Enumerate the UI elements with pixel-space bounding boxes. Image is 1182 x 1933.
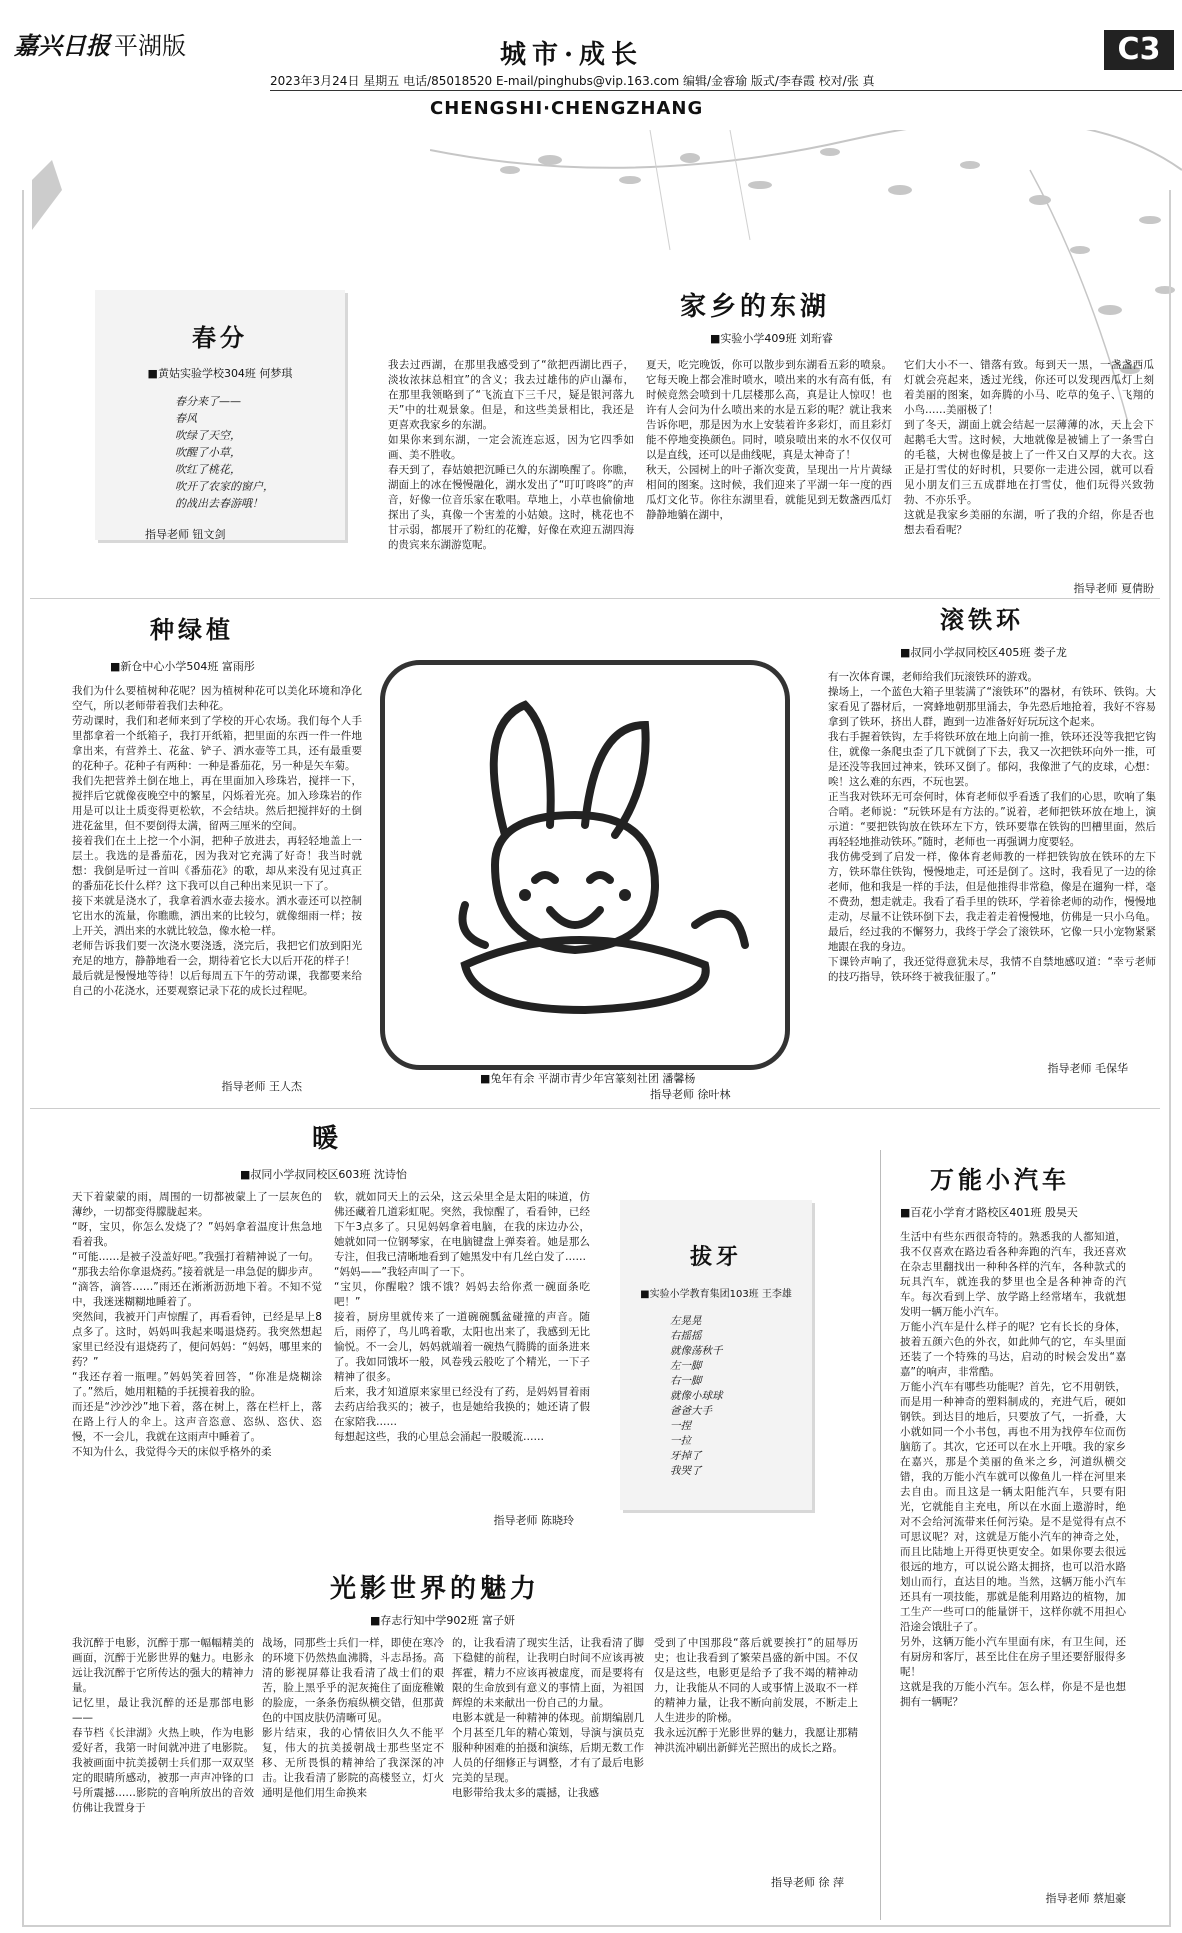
- chunfen-title: 春分: [192, 323, 248, 352]
- baya-poem: [670, 1314, 812, 1479]
- poem-line: 春风: [175, 412, 197, 425]
- baya-card: [620, 1200, 812, 1510]
- baya-title: 拔牙: [689, 1244, 742, 1270]
- jiaxiang-byline: ■实验小学409班 刘珩睿: [710, 332, 833, 345]
- jiaxiang-title: 家乡的东湖: [680, 292, 831, 322]
- header-rule: [270, 90, 1182, 91]
- poem-line: 吹红了桃花，: [175, 463, 241, 476]
- poem-line: 春分来了——: [175, 395, 241, 408]
- jiaxiang-col1: 我去过西湖，在那里我感受到了“欲把西湖比西子，淡妆浓抹总相宜”的含义；我去过雄伟的庐山瀑布，在那里我领略到了“飞流直下三千尺，疑是银河落九天”中的壮观景象。但是，和这些美景相比，我还是更喜欢我家乡的东湖。 如果你来到东湖，一定会流连忘返，因为它四季如画、美不胜收。 春天到了，春姑娘把沉睡已久的东湖唤醒了。你瞧，湖面上的冰在慢慢融化，湖水发出了“叮叮咚咚”的声音，好像一位音乐家在歌唱。草地上，小草也偷偷地探出了头，真像一个害羞的小姑娘。这时，桃花也不甘示弱，都展开了粉红的花瓣，好像在欢迎五湖四海的贵宾来东湖游览呢。: [388, 359, 634, 551]
- poem-line: 左晃晃: [670, 1315, 702, 1327]
- poem-line: 就像小球球: [670, 1390, 723, 1402]
- guangying-mentor: 指导老师 徐 萍: [771, 1876, 844, 1889]
- poem-line: 一捏: [670, 1420, 691, 1432]
- guangying-title: 光影世界的魅力: [330, 1574, 541, 1604]
- chunfen-poem: [175, 393, 345, 512]
- poem-line: 的战出去春游哦！: [175, 497, 263, 510]
- poem-line: 吹醒了小草，: [175, 446, 241, 459]
- row-divider: [30, 1108, 1160, 1109]
- guangying-col4: 受到了中国那段“落后就要挨打”的屈辱历史；也让我看到了繁荣昌盛的新中国。不仅仅是这些，电影更是给予了我不竭的精神动力，让我能从不同的人或事情上汲取不一样的精神力量，让我不断向前发展，不断走上人生进步的阶梯。 我永远沉醉于光影世界的魅力，我愿让那精神洪流冲刷出新鲜光芒照出的成长之路。: [654, 1637, 858, 1754]
- nuan-mentor: 指导老师 陈晓玲: [493, 1514, 574, 1527]
- baya-byline: ■实验小学教育集团103班 王李雄: [640, 1289, 792, 1300]
- poem-line: 牙掉了: [670, 1450, 702, 1462]
- poem-line: 爸爸大手: [670, 1405, 712, 1417]
- guntiehuan-body: 有一次体育课，老师给我们玩滚铁环的游戏。 操场上，一个蓝色大箱子里装满了“滚铁环”的器材，有铁环、铁钩。大家看见了器材后，一窝蜂地朝那里涌去，争先恐后地抢着，我好不容易拿到了铁环，挤出人群，跑到一边准备好好玩玩这个起来。 我右手握着铁钩，左手将铁环放在地上向前一推，铁环还没等我把它钩住，就像一条爬虫歪了几下就倒了下去，我又一次把铁环向外一推，可是还没等我回过神来，铁环又倒了。郁闷，我像泄了气的皮球，心想：唉！这么难的东西，不玩也罢。 正当我对铁环无可奈何时，体育老师似乎看透了我们的心思，吹响了集合哨。老师说：“玩铁环是有方法的。”说着，老师把铁环放在地上，演示道：“要把铁钩放在铁环左下方，铁环要靠在铁钩的凹槽里面，然后再轻轻地推动铁环。”随时，老师也一再强调力度要轻。 我仿佛受到了启发一样，像体育老师教的一样把铁钩放在铁环的左下方，铁环靠住铁钩，慢慢地走，可还是倒了。这时，我看见了一边的徐老师，他和我是一样的手法，但是他推得非常稳，像是在遛狗一样，毫不费劲，想走就走。我看了看手里的铁环，学着徐老师的动作，慢慢地走动，尽量不让铁环倒下去，我走着走着慢慢地，仿佛是一只小乌龟。最后，经过我的不懈努力，我终于学会了滚铁环，它像一只小宠物紧紧地跟在我的身边。 下课铃声响了，我还觉得意犹未尽，我情不自禁地感叹道：“幸亏老师的技巧指导，铁环终于被我征服了。”: [828, 671, 1156, 983]
- row-divider: [30, 598, 1160, 599]
- paper-name: 嘉兴日报: [14, 31, 110, 60]
- guangying-byline: ■存志行知中学902班 富子妍: [370, 1614, 515, 1627]
- artwork-mentor: 指导老师 徐叶林: [650, 1088, 731, 1101]
- poem-line: 右一脚: [670, 1375, 702, 1387]
- meta-line: 2023年3月24日 星期五 电话/85018520 E-mail/pinghubs@vip.163.com 编辑/金睿瑜 版式/李春霞 校对/张 真: [270, 74, 875, 88]
- guangying-col2: 战场，同那些士兵们一样，即使在寒冷的环境下仍然热血沸腾，斗志昂扬。高清的影视屏幕让我看清了战士们的艰苦，脸上黑乎乎的泥灰掩住了面庞稚嫩的脸庞，一条条伤痕纵横交错，但那黄色的中国皮肤仍清晰可见。 影片结束，我的心情依旧久久不能平复，伟大的抗美援朝战士那些坚定不移、无所畏惧的精神给了我深深的冲击。让我看清了影院的高楼竖立，灯火通明是他们用生命换来: [262, 1637, 444, 1799]
- artwork-caption: ■兔年有余 平湖市青少年宫篆刻社团 潘馨杨: [480, 1072, 696, 1085]
- guntiehuan-byline: ■叔同小学叔同校区405班 娄子龙: [900, 646, 1067, 659]
- seal-artwork-frame: [380, 660, 790, 1070]
- chunfen-card: [95, 290, 345, 540]
- section-title: 城市·成长: [500, 40, 644, 70]
- poem-line: 吹开了农家的窗户，: [175, 480, 274, 493]
- guangying-col1: 我沉醉于电影，沉醉于那一幅幅精美的画面，沉醉于光影世界的魅力。电影永远让我沉醉于它所传达的强大的精神力量。 记忆里，最让我沉醉的还是那部电影—— 春节档《长津湖》火热上映，作为电影爱好者，我第一时间就冲进了电影院。我被画面中抗美援朝士兵们那一双双坚定的眼睛所感动，被那一声声冲锋的口号所震撼……影院的音响所放出的音效仿佛让我置身于: [72, 1637, 254, 1814]
- nuan-col2: 软，就如同天上的云朵，这云朵里全是太阳的味道，仿佛还藏着几道彩虹呢。突然，我惊醒了，看看钟，已经下午3点多了。只见妈妈拿着电脑，在我的床边办公，她就如同一位钢琴家，在电脑键盘上弹奏着。她是那么专注，但我已清晰地看到了她黑发中有几丝白发了…… “妈妈——”我轻声叫了一下。 “宝贝，你醒啦？饿不饿？妈妈去给你煮一碗面条吃吧！” 接着，厨房里就传来了一道碗碗瓢盆碰撞的声音。随后，雨停了，鸟儿鸣着歌，太阳也出来了，我感到无比愉悦。不一会儿，妈妈就端着一碗热气腾腾的面条进来了。我如同饿坏一般，风卷残云般吃了个精光，一下子精神了很多。 后来，我才知道原来家里已经没有了药，是妈妈冒着雨去药店给我买的；被子，也是她给我换的；她还请了假在家陪我…… 每想起这些，我的心里总会涌起一股暖流……: [334, 1191, 590, 1443]
- section-pinyin: CHENGSHI·CHENGZHANG: [430, 98, 704, 119]
- wanneng-mentor: 指导老师 蔡旭豪: [1045, 1892, 1126, 1905]
- newspaper-masthead: [14, 26, 186, 61]
- zhonglvzhi-body: 我们为什么要植树种花呢？因为植树种花可以美化环境和净化空气，所以老师带着我们去种花。 劳动课时，我们和老师来到了学校的开心农场。我们每个人手里都拿着一个纸箱子，我打开纸箱，把里面的东西一件一件地拿出来，有营养土、花盆、铲子、洒水壶等工具，还有最重要的花种子。花种子有两种：一种是番茄花，另一种是矢车菊。 我们先把营养土倒在地上，再在里面加入珍珠岩，搅拌一下，搅拌后它就像夜晚空中的繁星，闪烁着光亮。加入珍珠岩的作用是可以让土质变得更松软，不会结块。然后把搅拌好的土倒进花盆里，但不要倒得太满，留两三厘米的空间。 接着我们在土上挖一个小洞，把种子放进去，再轻轻地盖上一层土。我选的是番茄花，因为我对它充满了好奇！我当时就想：我倒是听过一首叫《番茄花》的歌，却从来没有见过真正的番茄花长什么样？这下我可以自己种出来见识一下了。 接下来就是浇水了，我拿着洒水壶去接水。洒水壶还可以控制它出水的流量，你瞧瞧，洒出来的比较匀，就像细雨一样；按上开关，洒出来的水就比较急，像水枪一样。 老师告诉我们要一次浇水要浇透，浇完后，我把它们放到阳光充足的地方，静静地看一会，期待着它长大以后开花的样子！ 最后就是慢慢地等待！以后每周五下午的劳动课，我都要来给自己的小花浇水，还要观察记录下花的成长过程呢。: [72, 685, 362, 997]
- jiaxiang-col3: 它们大小不一、错落有致。每到天一黑，一盏盏西瓜灯就会亮起来，透过光线，你还可以发现西瓜灯上刻着美丽的图案，如奔腾的小马、吃草的兔子、飞翔的小鸟……美丽极了！ 到了冬天，湖面上就会结起一层薄薄的冰，天上会下起鹅毛大雪。这时候，大地就像是被铺上了一条雪白的毛毯，大树也像是披上了一件又白又厚的大衣。这正是打雪仗的好时机，只要你一走进公园，就可以看见小朋友们三五成群地在打雪仗，他们玩得兴致勃勃、不亦乐乎。 这就是我家乡美丽的东湖，听了我的介绍，你是否也想去看看呢？: [904, 359, 1154, 536]
- wanneng-body: 生活中有些东西很奇特的。熟悉我的人都知道，我不仅喜欢在路边看各种奔跑的汽车，我还喜欢在杂志里翻找出一种种各样的汽车，各种款式的玩具汽车，就连我的梦里也全是各种神奇的汽车。每次看到上学、放学路上经常堵车，我就想发明一辆万能小汽车。 万能小汽车是什么样子的呢？它有长长的身体，披着五颜六色的外衣，如此帅气的它，车头里面还装了一个特殊的马达，启动的时候会发出“嘉嘉”的响声，非常酷。 万能小汽车有哪些功能呢？首先，它不用朝铁，而是用一种神奇的塑料制成的，充进气后，硬如钢铁。到达目的地后，只要放了气，一折叠，大小就如同一个小书包，再也不用为找停车位而伤脑筋了。其次，它还可以在水上开哦。我的家乡在嘉兴，那是个美丽的鱼米之乡，河道纵横交错，我的万能小汽车就可以像鱼儿一样在河里来去自由。而且这是一辆太阳能汽车，只要有阳光，它就能自主充电，所以在水面上遨游时，绝对不会给河流带来任何污染。是不是觉得有点不可思议呢？对，这就是万能小汽车的神奇之处，而且比陆地上开得更快更安全。如果你要去很远很远的地方，可以说公路太拥挤，也可以沿水路划山而行，直达目的地。当然，这辆万能小汽车还具有一项技能，那就是能利用路边的植物，加工生产一些可口的能量饼干，这样你就不用担心沿途会饿肚子了。 另外，这辆万能小汽车里面有床，有卫生间，还有厨房和客厅，甚至比住在房子里还要舒服得多呢！ 这就是我的万能小汽车。怎么样，你是不是也想拥有一辆呢？: [900, 1231, 1126, 1708]
- guangying-col3: 的，让我看清了现实生活，让我看清了脚下稳健的前程，让我明白时间不应该再被挥霍，精力不应该再被虚度，而是要将有限的生命放到有意义的事情上面，为祖国辉煌的未来献出一份自己的力量。 电影本就是一种精神的体现。前期编剧几个月甚至几年的精心策划，导演与演员克服种种困难的拍摄和演练，后期无数工作人员的仔细修正与调整，才有了最后电影完美的呈现。 电影带给我太多的震撼，让我感: [452, 1637, 644, 1799]
- guntiehuan-mentor: 指导老师 毛保华: [1047, 1062, 1128, 1075]
- page-badge: C3: [1104, 30, 1174, 70]
- poem-line: 右摇摇: [670, 1330, 702, 1342]
- rabbit-seal-illustration: [385, 665, 775, 1055]
- edition-label: 平湖版: [114, 32, 186, 60]
- nuan-col1: 天下着蒙蒙的雨，周围的一切都被蒙上了一层灰色的薄纱，一切都变得朦胧起来。 “呀，宝贝，你怎么发烧了？”妈妈拿着温度计焦急地看着我。 “可能……是被子没盖好吧。”我强打着精神说了一句。 “那我去给你拿退烧药。”接着就是一串急促的脚步声。 “滴答，滴答……”雨还在淅淅沥沥地下着。不知不觉中，我迷迷糊糊地睡着了。 突然间，我被开门声惊醒了，再看看钟，已经是早上8点多了。这时，妈妈叫我起来喝退烧药。我突然想起家里已经没有退烧药了，便问妈妈：“妈妈，哪里来的药？” “我还存着一瓶哩。”妈妈笑着回答，“你准是烧糊涂了。”然后，她用粗糙的手抚摸着我的脸。 而还是“沙沙沙”地下着，落在树上，落在栏杆上，落在路上行人的伞上。这声音恣意、恣纵、恣伏、恣慢，不一会儿，我就在这雨声中睡着了。 不知为什么，我觉得今天的床似乎格外的柔: [72, 1191, 322, 1458]
- column-divider: [880, 1150, 881, 1920]
- nuan-title: 暖: [312, 1124, 343, 1154]
- zhonglvzhi-title: 种绿植: [150, 615, 234, 644]
- jiaxiang-col2: 夏天，吃完晚饭，你可以散步到东湖看五彩的喷泉。它每天晚上都会准时喷水，喷出来的水有高有低，有时候竟然会喷到十几层楼那么高，真是让人惊叹！也许有人会问为什么喷出来的水是五彩的呢？就让我来告诉你吧，那是因为水上安装着许多彩灯，而且彩灯能不停地变换颜色。同时，喷泉喷出来的水不仅仅可以是直线，还可以是曲线呢，真是太神奇了！ 秋天，公园树上的叶子渐次变黄，呈现出一片片黄绿相间的图案。这时候，我们迎来了平湖一年一度的西瓜灯文化节。你往东湖里看，就能见到无数盏西瓜灯静静地躺在湖中，: [646, 359, 892, 521]
- chunfen-byline: ■黄姑实验学校304班 何梦琪: [147, 367, 293, 380]
- zhonglvzhi-byline: ■新仓中心小学504班 富雨彤: [110, 660, 255, 673]
- poem-line: 我哭了: [670, 1465, 702, 1477]
- poem-line: 就像荡秋千: [670, 1345, 723, 1357]
- jiaxiang-mentor: 指导老师 夏倩盼: [1073, 582, 1154, 595]
- poem-line: 左一脚: [670, 1360, 702, 1372]
- poem-line: 一拉: [670, 1435, 691, 1447]
- wanneng-title: 万能小汽车: [930, 1165, 1070, 1194]
- wanneng-byline: ■百花小学育才路校区401班 殷昊天: [900, 1206, 1078, 1219]
- nuan-byline: ■叔同小学叔同校区603班 沈诗怡: [240, 1168, 407, 1181]
- poem-line: 吹绿了天空，: [175, 429, 241, 442]
- chunfen-mentor: 指导老师 钮文剑: [145, 528, 226, 541]
- guntiehuan-title: 滚铁环: [940, 605, 1024, 634]
- zhonglvzhi-mentor: 指导老师 王人杰: [221, 1080, 302, 1093]
